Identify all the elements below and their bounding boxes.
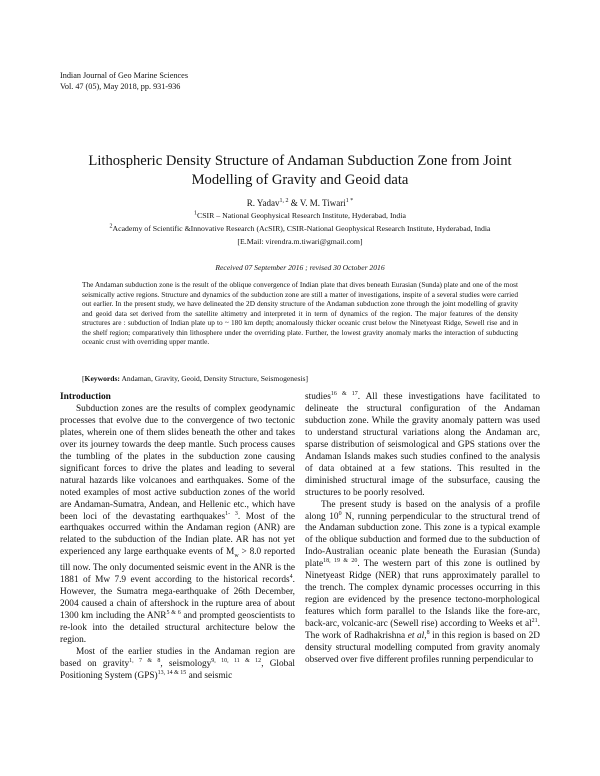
author-2-affil: 1 * bbox=[345, 198, 354, 204]
authors bbox=[0, 198, 600, 208]
keywords-label: Keywords: bbox=[84, 374, 120, 383]
title-line-1: Lithospheric Density Structure of Andaman Subduction Zone from Joint bbox=[88, 153, 512, 169]
affiliation-2 bbox=[0, 224, 600, 234]
author-separator: & bbox=[288, 198, 300, 208]
left-column bbox=[60, 392, 295, 683]
affiliation-1 bbox=[0, 211, 600, 221]
affiliation-1-text: CSIR – National Geophysical Research Institute, Hyderabad, India bbox=[197, 211, 406, 220]
intro-paragraph-1: Subduction zones are the results of complex geodynamic processes that evolve due to the convergence of two tectonic plates, wherein one of them slides beneath the other and takes over its journey towards the deep mantle. Such process causes the tumbling of the plates in the subduction zone causing significant forces to drive the plates and leading to several natural hazards like volcanoes and earthquakes. Some of the noted examples of most active subduction zones of the world are Andaman-Sumatra, Andean, and Hellenic etc., which have been loci of the devastating earthquakes$^{1- 3}$. Most of the earthquakes occurred within the Andaman region (ANR) are related to the subduction of the Indian plate. AR has not yet experienced any large earthquake events of $M_w > 8.0$ reported till now. The only documented seismic event in the ANR is the 1881 of Mw 7.9 event according to the historical records$^4$. However, the Sumatra mega-earthquake of 26th December, 2004 caused a chain of aftershock in the rupture area of about 1300 km including the $ANR^{5 \& 6}$ and prompted geoscientists to re-look into the detailed structural architecture below the region. bbox=[60, 403, 296, 645]
paper-title bbox=[60, 152, 540, 190]
journal-header bbox=[60, 70, 188, 92]
author-email: [E.Mail: virendra.m.tiwari@gmail.com] bbox=[237, 237, 363, 246]
right-paragraph-2: The present study is based on the analysis of a profile along $10^0$ N, running perpendicular to the structural trend of the Andaman subduction zone. This zone is a typical example of the oblique subduction and formed due to the subduction of Indo-Australian oceanic plate beneath the Eurasian (Sunda) plate$^{18, 19 \& 20}$. The western part of this zone is outlined by Ninetyeast Ridge (NER) that runs approximately parallel to the trench. The complex dynamic processes occurring in this region are evidenced by the presence tectono-morphological features which form parallel to the Islands like the fore-arc, back-arc, volcanic-arc (Sewell rise) according to Weeks et $al^{21}$. The work of Radhakrishna et al,$^8$ in this region is based on 2D density structural modelling computed from gravity anomaly observed over five different profiles running perpendicular to bbox=[305, 499, 541, 665]
intro-paragraph-2: Most of the earlier studies in the Andaman region are based on gravity$^{1, 7 \& 8}$, seismology$^{9, 10, 11 \& 12}$, Global Positioning System (GPS)$^{13, 14 \& 15}$ and seismic bbox=[60, 646, 295, 681]
keywords-open: [ bbox=[82, 374, 85, 383]
affiliation-1-num: 1 bbox=[194, 210, 198, 217]
right-paragraph-1: studies$^{16 \& 17}$. All these investigations have facilitated to delineate the structural configuration of the Andaman subduction zone. While the gravity anomaly pattern was used to understand structural variations along the Andaman arc, sparse distribution of seismological and GPS stations over the Andaman Islands makes such studies confined to the analysis of data obtained at a few stations. This resulted in the diminished structural image of the subsurface, causing the structures to be poorly resolved. bbox=[305, 390, 540, 498]
affiliation-2-num: 2 bbox=[109, 223, 113, 230]
title-line-2: Modelling of Gravity and Geoid data bbox=[191, 172, 409, 188]
author-1: R. Yadav bbox=[246, 198, 280, 208]
keywords bbox=[82, 374, 518, 383]
keywords-text: Andaman, Gravity, Geoid, Density Structure, Seismogenesis] bbox=[119, 374, 309, 383]
author-2: V. M. Tiwari bbox=[299, 198, 346, 208]
abstract: The Andaman subduction zone is the result of the oblique convergence of Indian plate that dives beneath Eurasian (Sunda) plate and one of the most seismically active regions. Structure and dynamics of the subduction zone are still a matter of investigations, inspite of a several studies were carried out earlier. In the present study, we have delineated the 2D density structure of the Andaman subduction zone through the joint modelling of gravity and geoid data set derived from the satellite altimetry and interpreted it in term of dynamics of the region. The major features of the density structures are : subduction of Indian plate up to ~ 180 km depth; anomalously thicker oceanic crust below the Ninetyeast Ridge, Sewell rise and in the shelf region; comparatively thin lithosphere under the overriding plate. Further, the lowest gravity anomaly marks the interaction of subducting oceanic crust with overriding upper mantle. bbox=[82, 280, 518, 347]
journal-volume: Vol. 47 (05), May 2018, pp. 931-936 bbox=[60, 82, 181, 91]
author-1-affil: 1, 2 bbox=[279, 198, 289, 204]
received-dates: Received 07 September 2016 ; revised 30 October 2016 bbox=[215, 263, 385, 272]
section-heading-introduction: Introduction bbox=[60, 392, 111, 402]
journal-name: Indian Journal of Geo Marine Sciences bbox=[60, 71, 189, 80]
right-column bbox=[305, 392, 540, 667]
affiliation-2-text: Academy of Scientific &Innovative Research (AcSIR), CSIR-National Geophysical Research Institute, Hyderabad, India bbox=[112, 224, 491, 233]
